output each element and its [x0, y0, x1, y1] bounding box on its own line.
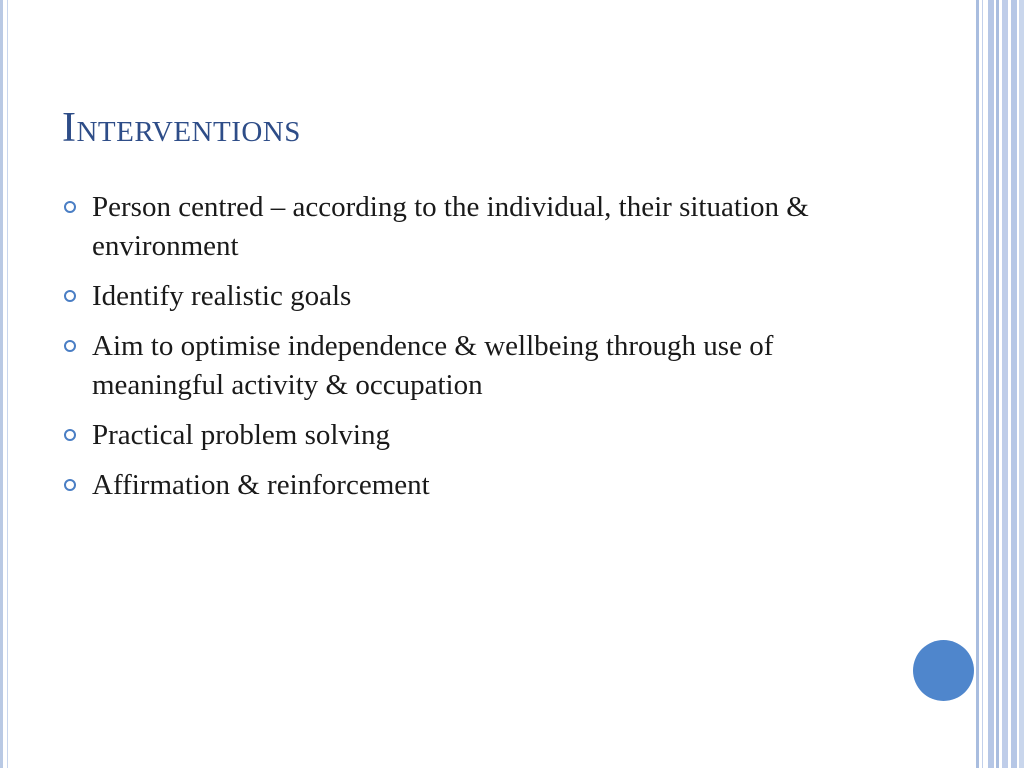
right-stripe — [1002, 0, 1008, 768]
right-stripe — [1019, 0, 1024, 768]
ring-bullet-icon — [64, 201, 76, 213]
bullet-text: Practical problem solving — [92, 419, 390, 451]
right-stripe — [982, 0, 983, 768]
bullet-text: Person centred – according to the individual, their situation & environment — [92, 191, 809, 262]
slide-title: Interventions — [62, 105, 301, 151]
bullet-item — [62, 416, 902, 455]
ring-bullet-icon — [64, 479, 76, 491]
decorative-circle — [913, 640, 974, 701]
bullet-item — [62, 327, 902, 405]
bullet-text: Identify realistic goals — [92, 280, 352, 312]
bullet-list — [62, 188, 902, 516]
bullet-text: Affirmation & reinforcement — [92, 469, 430, 501]
ring-bullet-icon — [64, 290, 76, 302]
ring-bullet-icon — [64, 429, 76, 441]
right-stripe — [976, 0, 979, 768]
ring-bullet-icon — [64, 340, 76, 352]
right-stripe — [988, 0, 994, 768]
right-stripe — [1011, 0, 1017, 768]
left-border-line-inner — [7, 0, 8, 768]
left-border-line — [0, 0, 3, 768]
right-stripe — [996, 0, 999, 768]
bullet-item — [62, 277, 902, 316]
bullet-item — [62, 466, 902, 505]
bullet-item — [62, 188, 902, 266]
bullet-text: Aim to optimise independence & wellbeing through use of meaningful activity & occupation — [92, 330, 774, 401]
